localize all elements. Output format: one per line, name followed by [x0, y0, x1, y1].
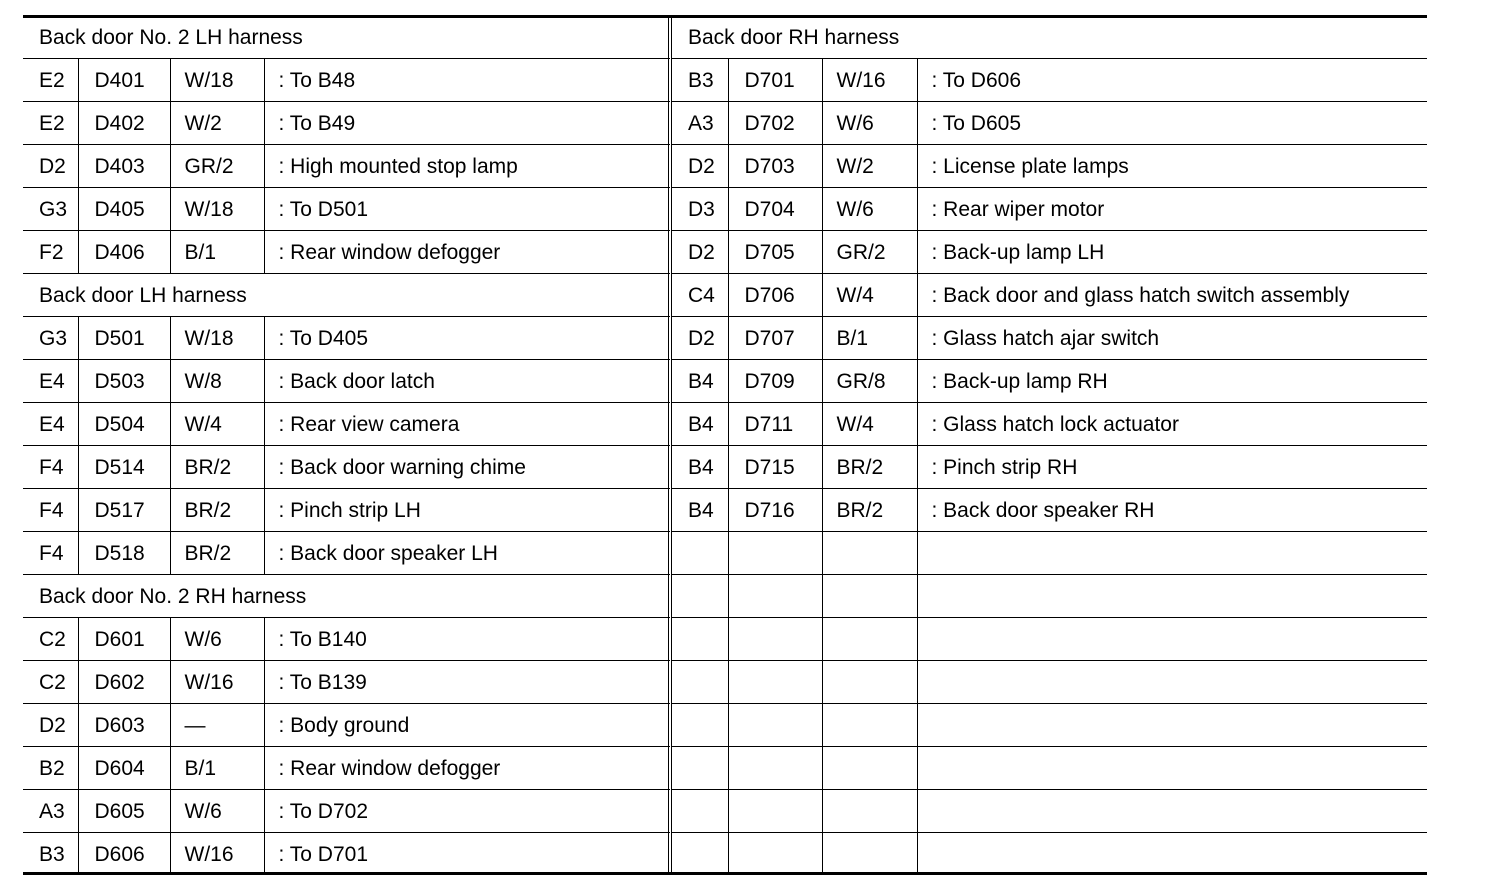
connector-description-cell: : Pinch strip RH — [917, 446, 1427, 489]
connector-description-cell: : Back door and glass hatch switch assembly — [917, 274, 1427, 317]
wire-spec-cell: W/18 — [170, 317, 264, 360]
connector-description-cell: : To D405 — [264, 317, 670, 360]
harness-header-row — [672, 16, 1427, 59]
connector-row — [672, 188, 1427, 231]
connector-row — [23, 188, 670, 231]
grid-location-cell: B4 — [672, 360, 728, 403]
connector-row — [23, 790, 670, 833]
grid-location-cell: G3 — [23, 317, 78, 360]
connector-description-cell: : To D501 — [264, 188, 670, 231]
grid-location-cell — [672, 833, 728, 876]
connector-row — [23, 231, 670, 274]
grid-location-cell: B4 — [672, 403, 728, 446]
connector-description-cell: : Glass hatch lock actuator — [917, 403, 1427, 446]
connector-row — [23, 102, 670, 145]
connector-code-cell: D704 — [728, 188, 822, 231]
harness-header-row — [23, 575, 670, 618]
wire-spec-cell: W/4 — [822, 403, 917, 446]
connector-description-cell: : Back door warning chime — [264, 446, 670, 489]
connector-description-cell: : To B139 — [264, 661, 670, 704]
connector-description-cell: : To D702 — [264, 790, 670, 833]
connector-code-cell: D403 — [78, 145, 170, 188]
connector-code-cell — [728, 790, 822, 833]
connector-row — [672, 145, 1427, 188]
connector-description-cell: : Back door speaker RH — [917, 489, 1427, 532]
connector-code-cell: D501 — [78, 317, 170, 360]
connector-description-cell: : Back-up lamp LH — [917, 231, 1427, 274]
grid-location-cell: D2 — [23, 145, 78, 188]
wire-spec-cell: BR/2 — [170, 446, 264, 489]
wire-spec-cell: B/1 — [822, 317, 917, 360]
connector-code-cell: D518 — [78, 532, 170, 575]
wire-spec-cell — [822, 532, 917, 575]
connector-row — [672, 231, 1427, 274]
harness-title: Back door No. 2 RH harness — [23, 575, 670, 618]
harness-title: Back door No. 2 LH harness — [23, 16, 670, 59]
connector-code-cell: D503 — [78, 360, 170, 403]
connector-description-cell — [917, 618, 1427, 661]
connector-code-cell: D604 — [78, 747, 170, 790]
connector-row — [672, 274, 1427, 317]
connector-row — [672, 446, 1427, 489]
harness-header-row — [23, 16, 670, 59]
connector-code-cell — [728, 704, 822, 747]
connector-description-cell — [917, 747, 1427, 790]
connector-row — [23, 360, 670, 403]
connector-code-cell: D402 — [78, 102, 170, 145]
connector-code-cell — [728, 575, 822, 618]
wire-spec-cell: W/6 — [822, 188, 917, 231]
wire-spec-cell: B/1 — [170, 747, 264, 790]
connector-row — [23, 747, 670, 790]
wire-spec-cell: W/6 — [822, 102, 917, 145]
connector-description-cell — [917, 661, 1427, 704]
connector-row — [23, 489, 670, 532]
connector-row — [23, 704, 670, 747]
connector-row — [672, 102, 1427, 145]
grid-location-cell: B3 — [672, 59, 728, 102]
connector-description-cell: : Rear wiper motor — [917, 188, 1427, 231]
connector-code-cell: D707 — [728, 317, 822, 360]
harness-title: Back door RH harness — [672, 16, 1427, 59]
grid-location-cell — [672, 747, 728, 790]
connector-code-cell — [728, 833, 822, 876]
connector-row — [672, 403, 1427, 446]
connector-description-cell: : Back-up lamp RH — [917, 360, 1427, 403]
connector-description-cell — [917, 532, 1427, 575]
connector-code-cell: D605 — [78, 790, 170, 833]
connector-code-cell: D716 — [728, 489, 822, 532]
grid-location-cell — [672, 790, 728, 833]
connector-row — [23, 446, 670, 489]
connector-code-cell: D602 — [78, 661, 170, 704]
grid-location-cell: B2 — [23, 747, 78, 790]
connector-code-cell: D504 — [78, 403, 170, 446]
connector-description-cell — [917, 704, 1427, 747]
connector-description-cell: : Glass hatch ajar switch — [917, 317, 1427, 360]
connector-code-cell: D606 — [78, 833, 170, 876]
harness-title: Back door LH harness — [23, 274, 670, 317]
connector-description-cell: : High mounted stop lamp — [264, 145, 670, 188]
connector-code-cell: D601 — [78, 618, 170, 661]
grid-location-cell: E4 — [23, 403, 78, 446]
connector-row — [23, 661, 670, 704]
wire-spec-cell: W/4 — [822, 274, 917, 317]
connector-code-cell — [728, 532, 822, 575]
grid-location-cell: D2 — [672, 145, 728, 188]
connector-row — [672, 360, 1427, 403]
empty-row — [672, 833, 1427, 876]
connector-row — [672, 317, 1427, 360]
connector-row — [23, 618, 670, 661]
wire-spec-cell: W/18 — [170, 188, 264, 231]
wire-spec-cell: W/16 — [170, 833, 264, 876]
grid-location-cell: A3 — [672, 102, 728, 145]
connector-code-cell: D603 — [78, 704, 170, 747]
empty-row — [672, 747, 1427, 790]
grid-location-cell: D2 — [672, 317, 728, 360]
empty-row — [672, 618, 1427, 661]
connector-description-cell: : Back door latch — [264, 360, 670, 403]
wire-spec-cell: GR/8 — [822, 360, 917, 403]
grid-location-cell: E2 — [23, 102, 78, 145]
wire-spec-cell: GR/2 — [822, 231, 917, 274]
wire-spec-cell: W/16 — [170, 661, 264, 704]
harness-header-row — [23, 274, 670, 317]
connector-description-cell: : License plate lamps — [917, 145, 1427, 188]
connector-code-cell: D406 — [78, 231, 170, 274]
connector-code-cell: D514 — [78, 446, 170, 489]
grid-location-cell: G3 — [23, 188, 78, 231]
connector-description-cell: : Rear view camera — [264, 403, 670, 446]
connector-description-cell: : Rear window defogger — [264, 747, 670, 790]
connector-row — [23, 833, 670, 876]
grid-location-cell: F2 — [23, 231, 78, 274]
wire-spec-cell — [822, 661, 917, 704]
wire-spec-cell — [822, 618, 917, 661]
connector-code-cell: D715 — [728, 446, 822, 489]
grid-location-cell — [672, 618, 728, 661]
connector-description-cell: : Back door speaker LH — [264, 532, 670, 575]
connector-code-cell: D405 — [78, 188, 170, 231]
connector-description-cell: : To D606 — [917, 59, 1427, 102]
wire-spec-cell — [822, 747, 917, 790]
grid-location-cell: B4 — [672, 446, 728, 489]
grid-location-cell: B3 — [39, 842, 65, 866]
connector-description-cell — [917, 833, 1427, 876]
grid-location-cell: C2 — [23, 618, 78, 661]
connector-row — [23, 145, 670, 188]
wire-spec-cell: BR/2 — [170, 532, 264, 575]
grid-location-cell — [672, 532, 728, 575]
connector-description-cell: : To B140 — [264, 618, 670, 661]
connector-code-cell: D709 — [728, 360, 822, 403]
wire-spec-cell: B/1 — [170, 231, 264, 274]
connector-description-cell: : Pinch strip LH — [264, 489, 670, 532]
wire-spec-cell: GR/2 — [170, 145, 264, 188]
grid-location-cell — [672, 575, 728, 618]
wire-spec-cell: W/2 — [170, 102, 264, 145]
wire-spec-cell: W/16 — [822, 59, 917, 102]
wire-spec-cell: BR/2 — [822, 446, 917, 489]
grid-location-cell: F4 — [23, 489, 78, 532]
connector-code-cell — [728, 618, 822, 661]
connector-row — [23, 317, 670, 360]
connector-description-cell — [917, 575, 1427, 618]
connector-description-cell: : Body ground — [264, 704, 670, 747]
connector-code-cell: D705 — [728, 231, 822, 274]
connector-code-cell: D517 — [78, 489, 170, 532]
empty-row — [672, 704, 1427, 747]
connector-code-cell: D703 — [728, 145, 822, 188]
connector-code-cell: D702 — [728, 102, 822, 145]
wire-spec-cell: BR/2 — [170, 489, 264, 532]
empty-row — [672, 575, 1427, 618]
connector-code-cell: D711 — [728, 403, 822, 446]
grid-location-cell: A3 — [23, 790, 78, 833]
grid-location-cell: B4 — [672, 489, 728, 532]
connector-row — [672, 489, 1427, 532]
empty-row — [672, 790, 1427, 833]
grid-location-cell: F4 — [23, 446, 78, 489]
wire-spec-cell: BR/2 — [822, 489, 917, 532]
grid-location-cell: E4 — [23, 360, 78, 403]
connector-code-cell — [728, 747, 822, 790]
left-connector-table — [23, 16, 670, 875]
wire-spec-cell — [822, 790, 917, 833]
connector-code-cell — [728, 661, 822, 704]
wire-spec-cell: W/6 — [170, 790, 264, 833]
grid-location-cell: D3 — [672, 188, 728, 231]
connector-description-cell — [917, 790, 1427, 833]
empty-row — [672, 661, 1427, 704]
connector-row — [23, 59, 670, 102]
wire-spec-cell — [822, 575, 917, 618]
wire-spec-cell — [822, 833, 917, 876]
connector-description-cell: : To B49 — [264, 102, 670, 145]
wire-spec-cell: W/2 — [822, 145, 917, 188]
grid-location-cell — [672, 704, 728, 747]
grid-location-cell: E2 — [23, 59, 78, 102]
connector-description-cell: : Rear window defogger — [264, 231, 670, 274]
grid-location-cell: F4 — [23, 532, 78, 575]
wire-spec-cell — [822, 704, 917, 747]
connector-row — [23, 403, 670, 446]
grid-location-cell: C4 — [672, 274, 728, 317]
right-connector-table — [672, 16, 1427, 875]
wire-spec-cell: W/6 — [170, 618, 264, 661]
connector-code-cell: D401 — [78, 59, 170, 102]
connector-row — [672, 59, 1427, 102]
empty-row — [672, 532, 1427, 575]
table-bottom-rule — [23, 872, 1427, 875]
grid-location-cell: D2 — [672, 231, 728, 274]
wire-spec-cell: W/8 — [170, 360, 264, 403]
wire-spec-cell: W/18 — [170, 59, 264, 102]
connector-code-cell: D701 — [728, 59, 822, 102]
wire-spec-cell: — — [170, 704, 264, 747]
connector-row — [23, 532, 670, 575]
connector-description-cell: : To D701 — [264, 833, 670, 876]
connector-description-cell: : To B48 — [264, 59, 670, 102]
connector-code-cell: D706 — [728, 274, 822, 317]
grid-location-cell: C2 — [23, 661, 78, 704]
wire-spec-cell: W/4 — [170, 403, 264, 446]
connector-description-cell: : To D605 — [917, 102, 1427, 145]
grid-location-cell — [672, 661, 728, 704]
grid-location-cell: D2 — [23, 704, 78, 747]
